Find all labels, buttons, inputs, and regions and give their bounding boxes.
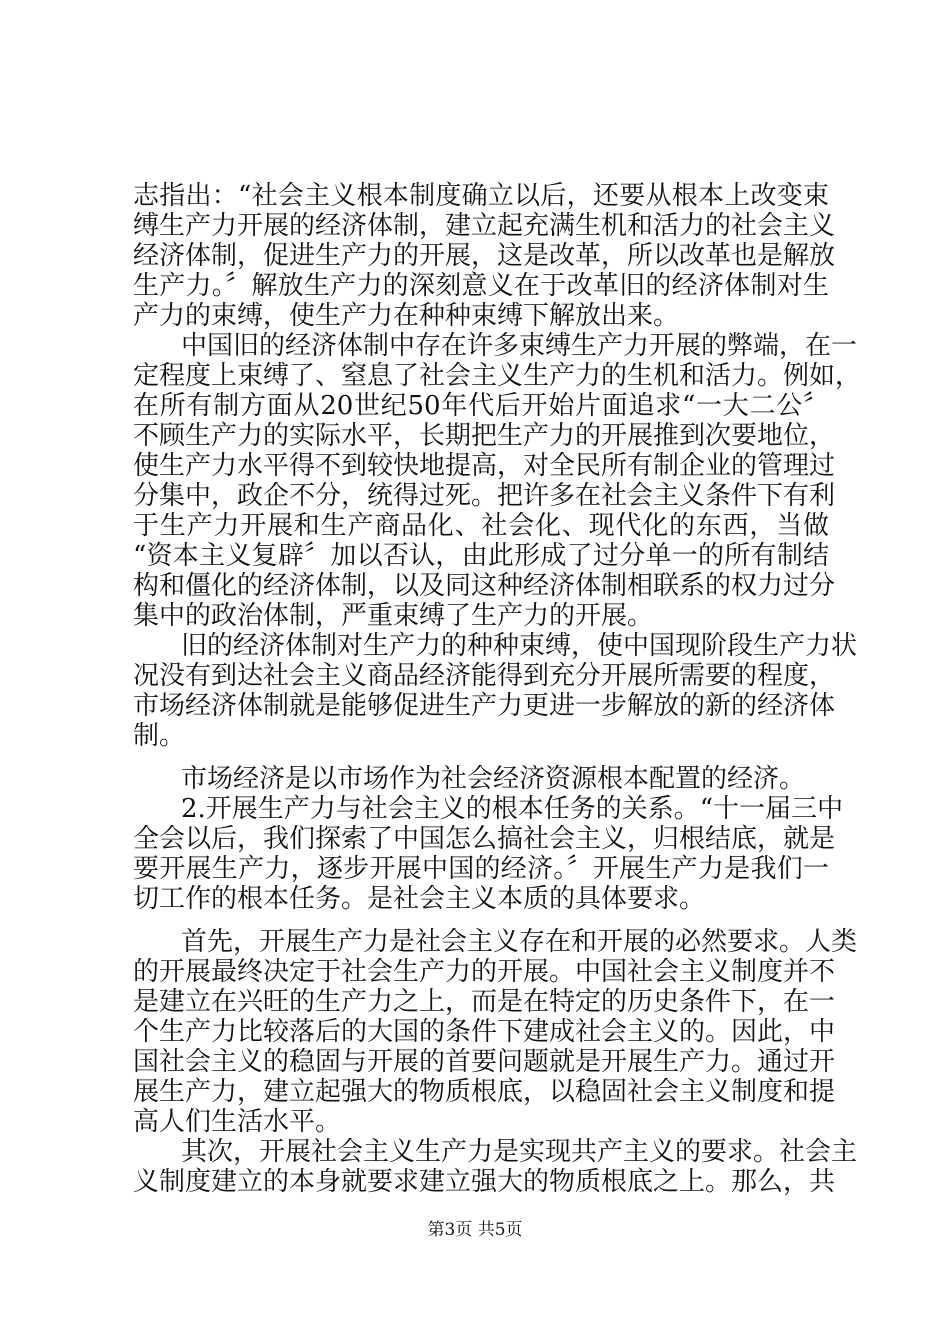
text-line: “资本主义复辟〞加以否认，由此形成了过分单一的所有制结 bbox=[133, 541, 829, 571]
text-line: 集中的政治体制，严重束缚了生产力的开展。 bbox=[133, 601, 654, 631]
text-line: 定程度上束缚了、窒息了社会主义生产力的生机和活力。例如， bbox=[133, 361, 862, 391]
text-line: 高人们生活水平。 bbox=[133, 1107, 342, 1137]
text-line: 况没有到达社会主义商品经济能得到充分开展所需要的程度， bbox=[133, 661, 836, 691]
page-number-footer: 第3页 共5页 bbox=[427, 1220, 523, 1240]
paragraph-start-line: 旧的经济体制对生产力的种种束缚，使中国现阶段生产力状 bbox=[181, 631, 858, 661]
paragraph-start-line: 2.开展生产力与社会主义的根本任务的关系。“十一届三中 bbox=[181, 794, 844, 824]
text-line: 使生产力水平得不到较快地提高，对全民所有制企业的管理过 bbox=[133, 451, 836, 481]
text-line: 经济体制，促进生产力的开展，这是改革，所以改革也是解放 bbox=[133, 241, 836, 271]
paragraph-start-line: 其次，开展社会主义生产力是实现共产主义的要求。社会主 bbox=[181, 1137, 858, 1167]
text-line: 在所有制方面从20世纪50年代后开始片面追求“一大二公〞 bbox=[133, 391, 829, 421]
text-line: 市场经济体制就是能够促进生产力更进一步解放的新的经济体 bbox=[133, 691, 836, 721]
text-line: 义制度建立的本身就要求建立强大的物质根底之上。那么，共 bbox=[133, 1167, 836, 1197]
text-line: 志指出：“社会主义根本制度确立以后，还要从根本上改变束 bbox=[133, 181, 829, 211]
text-line: 产力的束缚，使生产力在种种束缚下解放出来。 bbox=[133, 301, 680, 331]
text-line: 是建立在兴旺的生产力之上，而是在特定的历史条件下，在一 bbox=[133, 987, 836, 1017]
text-line: 分集中，政企不分，统得过死。把许多在社会主义条件下有利 bbox=[133, 481, 836, 511]
text-line: 生产力。〞解放生产力的深刻意义在于改革旧的经济体制对生 bbox=[133, 271, 829, 301]
text-line: 要开展生产力，逐步开展中国的经济。〞开展生产力是我们一 bbox=[133, 854, 829, 884]
text-line: 全会以后，我们探索了中国怎么搞社会主义，归根结底，就是 bbox=[133, 824, 836, 854]
text-line: 展生产力，建立起强大的物质根底，以稳固社会主义制度和提 bbox=[133, 1077, 836, 1107]
text-line: 国社会主义的稳固与开展的首要问题就是开展生产力。通过开 bbox=[133, 1047, 836, 1077]
text-line: 个生产力比较落后的大国的条件下建成社会主义的。因此，中 bbox=[133, 1017, 836, 1047]
paragraph-start-line: 中国旧的经济体制中存在许多束缚生产力开展的弊端，在一 bbox=[181, 331, 858, 361]
text-line: 不顾生产力的实际水平，长期把生产力的开展推到次要地位， bbox=[133, 421, 836, 451]
paragraph-start-line: 市场经济是以市场作为社会经济资源根本配置的经济。 bbox=[181, 764, 806, 794]
text-line: 切工作的根本任务。是社会主义本质的具体要求。 bbox=[133, 884, 706, 914]
paragraph-start-line: 首先，开展生产力是社会主义存在和开展的必然要求。人类 bbox=[181, 927, 858, 957]
text-line: 缚生产力开展的经济体制，建立起充满生机和活力的社会主义 bbox=[133, 211, 836, 241]
text-line: 构和僵化的经济体制，以及同这种经济体制相联系的权力过分 bbox=[133, 571, 836, 601]
text-line: 的开展最终决定于社会生产力的开展。中国社会主义制度并不 bbox=[133, 957, 836, 987]
text-line: 制。 bbox=[133, 721, 186, 751]
text-line: 于生产力开展和生产商品化、社会化、现代化的东西，当做 bbox=[133, 511, 829, 541]
